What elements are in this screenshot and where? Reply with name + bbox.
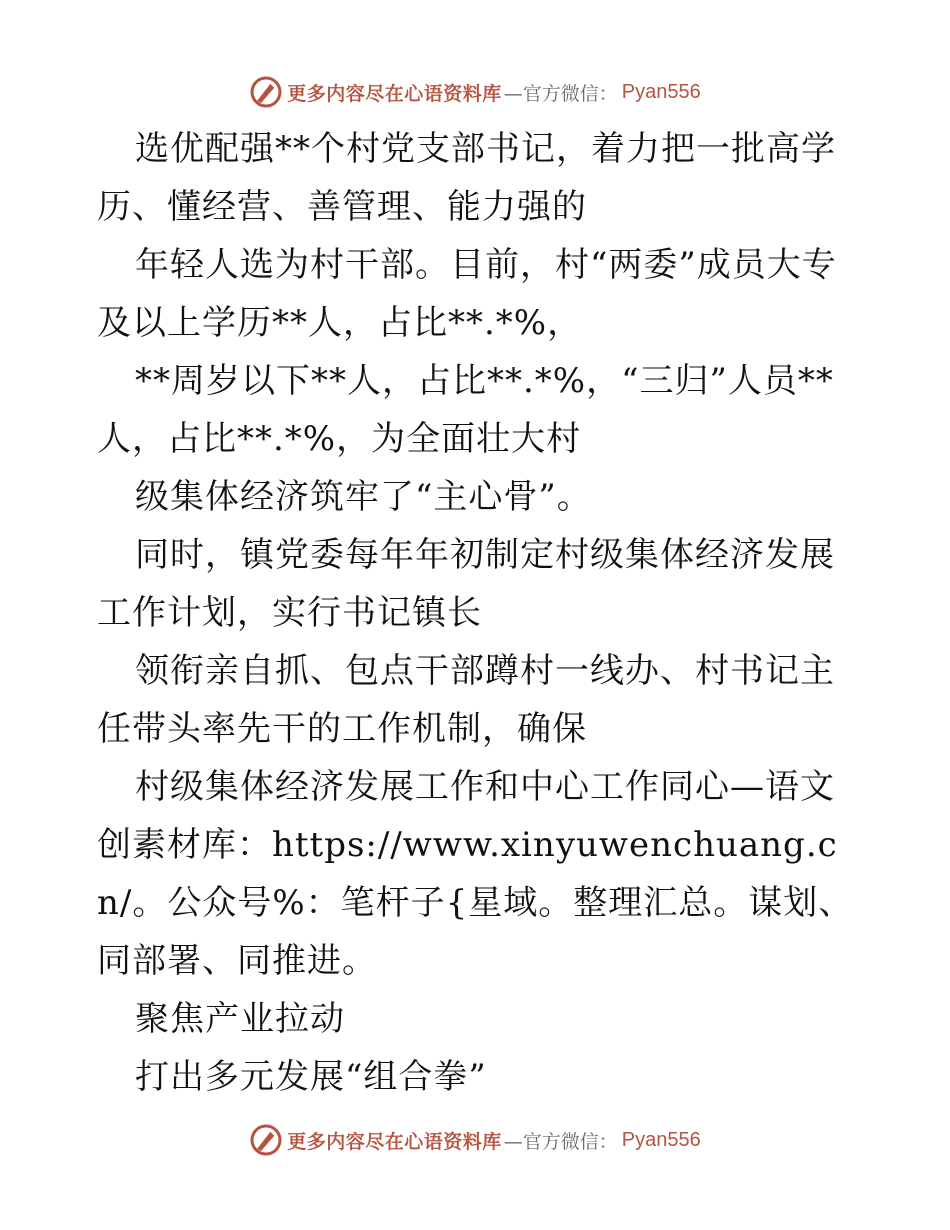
paragraph: 聚焦产业拉动 xyxy=(135,999,345,1039)
header-watermark-banner xyxy=(0,72,950,112)
header-dash-text: —官方微信： xyxy=(503,82,618,105)
quill-logo-icon xyxy=(249,1123,283,1157)
paragraph: **周岁以下**人，占比**.*%，“三归”人员**人，占比**.*%，为全面壮大村 xyxy=(97,361,834,459)
paragraph: 选优配强**个村党支部书记，着力把一批高学历、懂经营、善管理、能力强的 xyxy=(97,129,836,227)
header-brand-text: 更多内容尽在心语资料库 xyxy=(287,82,502,105)
paragraph: 领衔亲自抓、包点干部蹲村一线办、村书记主任带头率先干的工作机制，确保 xyxy=(97,651,835,749)
paragraph: 村级集体经济发展工作和中心工作同心—语文创素材库：https://www.xinyuwenchuang.cn/。公众号%：笔杆子{星域。整理汇总。谋划、同部署、同推进。 xyxy=(97,767,854,981)
footer-dash-text: —官方微信： xyxy=(503,1130,618,1153)
header-account: Pyan556 xyxy=(621,80,701,103)
paragraph: 级集体经济筑牢了“主心骨”。 xyxy=(135,477,592,517)
footer-watermark-banner xyxy=(0,1120,950,1160)
paragraph: 同时，镇党委每年年初制定村级集体经济发展工作计划，实行书记镇长 xyxy=(97,535,835,633)
quill-logo-icon xyxy=(249,75,283,109)
document-body xyxy=(97,120,857,1106)
footer-account: Pyan556 xyxy=(621,1128,701,1151)
footer-brand-text: 更多内容尽在心语资料库 xyxy=(287,1130,502,1153)
paragraph: 年轻人选为村干部。目前，村“两委”成员大专及以上学历**人，占比**.*%， xyxy=(97,245,837,343)
paragraph: 打出多元发展“组合拳” xyxy=(135,1057,487,1097)
